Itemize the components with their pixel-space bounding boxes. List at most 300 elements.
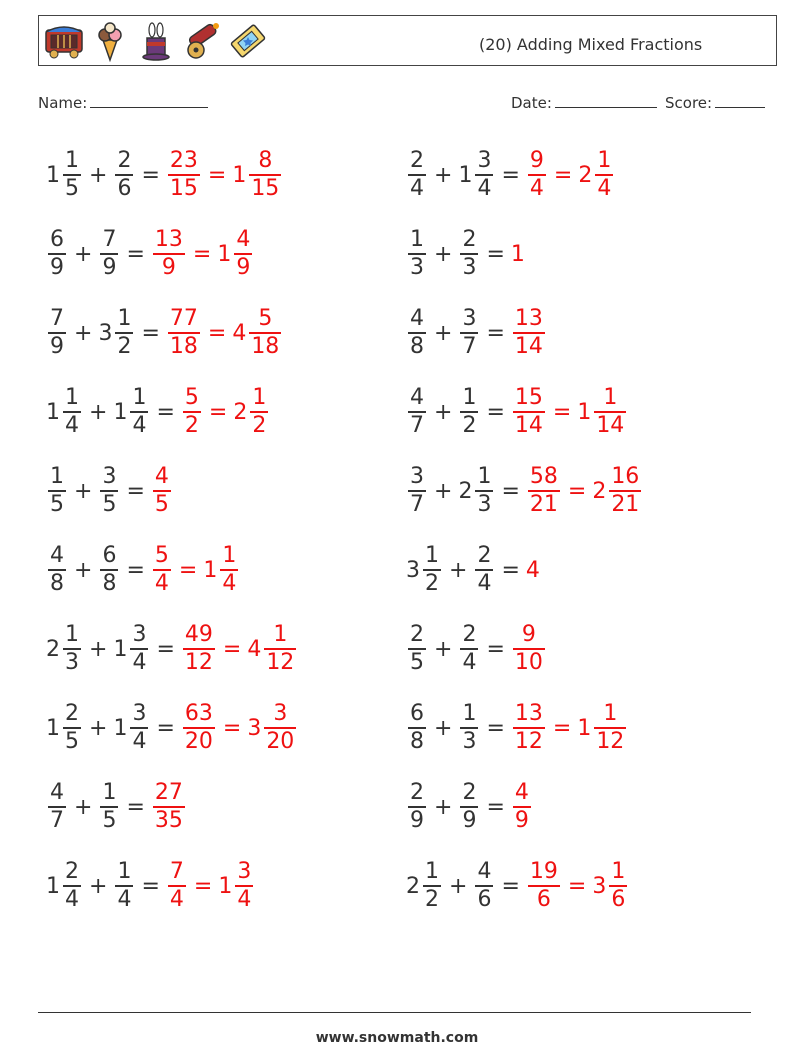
fraction <box>168 307 200 359</box>
equals-sign: = <box>193 873 213 899</box>
ticket-icon <box>227 20 269 62</box>
fraction <box>115 860 133 912</box>
fraction <box>249 307 281 359</box>
mixed-number <box>46 860 83 912</box>
denominator: 15 <box>169 176 198 201</box>
fraction <box>408 307 426 359</box>
denominator: 3 <box>410 255 424 280</box>
numerator: 1 <box>273 622 288 647</box>
answer-value <box>511 623 547 675</box>
equals-sign: = <box>222 636 242 662</box>
denominator: 10 <box>514 650 543 675</box>
problem-item <box>46 143 283 207</box>
fraction <box>408 781 426 833</box>
numerator: 9 <box>521 622 536 647</box>
numerator: 4 <box>514 780 529 805</box>
plus-sign: + <box>434 478 453 504</box>
plus-sign: + <box>434 399 453 425</box>
mixed-number <box>46 544 68 596</box>
numerator: 1 <box>603 385 618 410</box>
fraction <box>63 623 81 675</box>
mixed-number <box>458 781 480 833</box>
header-icons <box>43 20 269 62</box>
problem-item <box>46 617 298 681</box>
denominator: 6 <box>477 887 492 912</box>
whole-part: 1 <box>577 715 592 741</box>
fraction <box>153 544 171 596</box>
denominator: 4 <box>477 571 492 596</box>
problem-item <box>406 143 615 207</box>
equals-sign: = <box>486 399 505 425</box>
answer-value <box>511 386 547 438</box>
denominator: 3 <box>477 492 492 517</box>
denominator: 12 <box>514 729 543 754</box>
date-label: Date: <box>511 94 552 112</box>
fraction <box>153 228 185 280</box>
mixed-number <box>113 702 150 754</box>
numerator: 3 <box>132 701 147 726</box>
fraction <box>48 307 66 359</box>
magic-hat-icon <box>135 20 177 62</box>
numerator: 4 <box>477 859 492 884</box>
answer-value <box>181 386 203 438</box>
fraction <box>235 860 253 912</box>
fraction <box>408 228 426 280</box>
equals-sign: = <box>207 162 227 188</box>
answer-value <box>511 242 526 267</box>
mixed-number <box>406 307 428 359</box>
fraction <box>423 544 441 596</box>
equals-sign: = <box>501 162 520 188</box>
problem-item <box>46 775 187 839</box>
numerator: 1 <box>117 859 132 884</box>
denominator: 12 <box>184 650 213 675</box>
denominator: 5 <box>102 808 117 833</box>
fraction <box>115 149 133 201</box>
ice-cream-icon <box>89 20 131 62</box>
denominator: 4 <box>65 887 79 912</box>
answer-value <box>511 307 547 359</box>
numerator: 2 <box>117 148 132 173</box>
whole-part: 1 <box>113 399 128 425</box>
denominator: 6 <box>611 887 626 912</box>
plus-sign: + <box>434 241 453 267</box>
fraction <box>168 860 186 912</box>
denominator: 8 <box>410 729 424 754</box>
numerator: 1 <box>222 543 237 568</box>
numerator: 23 <box>169 148 198 173</box>
answer-value <box>592 465 643 517</box>
fraction <box>475 149 493 201</box>
denominator: 2 <box>252 413 267 438</box>
denominator: 4 <box>237 887 252 912</box>
answer-value <box>166 307 202 359</box>
mixed-number <box>458 228 480 280</box>
answer-value <box>577 386 628 438</box>
mixed-number <box>406 544 443 596</box>
whole-part: 2 <box>46 636 60 662</box>
fraction <box>513 702 545 754</box>
numerator: 2 <box>410 148 424 173</box>
denominator: 14 <box>596 413 625 438</box>
whole-part: 4 <box>232 320 247 346</box>
denominator: 5 <box>65 176 79 201</box>
mixed-number <box>98 781 120 833</box>
numerator: 1 <box>65 385 79 410</box>
fraction <box>100 465 118 517</box>
equals-sign: = <box>486 794 505 820</box>
equals-sign: = <box>207 320 227 346</box>
answer-value <box>592 860 629 912</box>
whole-part: 1 <box>46 715 60 741</box>
equals-sign: = <box>486 636 505 662</box>
mixed-number <box>46 228 68 280</box>
mixed-number <box>46 702 83 754</box>
fraction <box>48 544 66 596</box>
mixed-number <box>406 228 428 280</box>
answer-value <box>526 860 562 912</box>
denominator: 5 <box>154 492 169 517</box>
cannon-icon <box>181 20 223 62</box>
numerator: 13 <box>514 701 543 726</box>
denominator: 7 <box>50 808 64 833</box>
denominator: 6 <box>117 176 132 201</box>
whole-part: 2 <box>233 399 248 425</box>
numerator: 13 <box>514 306 543 331</box>
answer-value <box>247 702 298 754</box>
plus-sign: + <box>434 162 453 188</box>
denominator: 5 <box>50 492 64 517</box>
denominator: 8 <box>50 571 64 596</box>
answer-value <box>526 558 541 583</box>
mixed-number <box>406 702 428 754</box>
fraction <box>130 702 148 754</box>
equals-sign: = <box>156 636 175 662</box>
denominator: 9 <box>514 808 529 833</box>
numerator: 1 <box>425 859 439 884</box>
numerator: 3 <box>273 701 288 726</box>
problem-item <box>406 854 629 918</box>
denominator: 4 <box>154 571 169 596</box>
score-line[interactable] <box>715 93 765 108</box>
problem-item <box>46 854 255 918</box>
numerator: 1 <box>603 701 618 726</box>
problem-item <box>406 301 547 365</box>
plus-sign: + <box>89 715 108 741</box>
equals-sign: = <box>222 715 242 741</box>
equals-sign: = <box>501 478 520 504</box>
mixed-number <box>406 860 443 912</box>
numerator: 5 <box>154 543 169 568</box>
name-label: Name: <box>38 94 88 112</box>
mixed-number <box>98 307 135 359</box>
denominator: 21 <box>529 492 558 517</box>
fraction <box>168 149 200 201</box>
equals-sign: = <box>501 557 520 583</box>
fraction <box>48 781 66 833</box>
denominator: 4 <box>169 887 184 912</box>
equals-sign: = <box>192 241 212 267</box>
numerator: 7 <box>102 227 117 252</box>
numerator: 3 <box>462 306 477 331</box>
fraction <box>153 465 171 517</box>
numerator: 9 <box>529 148 544 173</box>
fraction <box>220 544 238 596</box>
equals-sign: = <box>126 478 145 504</box>
fraction <box>63 149 81 201</box>
numerator: 4 <box>410 306 424 331</box>
fraction <box>423 860 441 912</box>
fraction <box>63 386 81 438</box>
circus-wagon-icon <box>43 20 85 62</box>
whole-part: 1 <box>577 399 592 425</box>
numerator: 15 <box>514 385 543 410</box>
whole-part: 3 <box>98 320 113 346</box>
denominator: 4 <box>477 176 492 201</box>
numerator: 1 <box>597 148 612 173</box>
equals-sign: = <box>501 873 520 899</box>
problem-item <box>406 775 533 839</box>
numerator: 7 <box>169 859 184 884</box>
answer-value <box>526 465 562 517</box>
equals-sign: = <box>126 241 145 267</box>
fraction <box>513 307 545 359</box>
answer-value <box>247 623 298 675</box>
plus-sign: + <box>74 794 93 820</box>
answer-value <box>151 228 187 280</box>
answer-value <box>166 860 188 912</box>
denominator: 12 <box>596 729 625 754</box>
numerator: 2 <box>477 543 492 568</box>
whole-part: 1 <box>113 715 128 741</box>
fraction <box>408 465 426 517</box>
mixed-number <box>458 149 495 201</box>
plus-sign: + <box>434 715 453 741</box>
mixed-number <box>113 623 150 675</box>
mixed-number <box>473 544 495 596</box>
equals-sign: = <box>486 715 505 741</box>
equals-sign: = <box>552 715 572 741</box>
fraction <box>249 149 281 201</box>
fraction <box>250 386 268 438</box>
numerator: 27 <box>154 780 183 805</box>
fraction <box>63 702 81 754</box>
denominator: 2 <box>425 887 439 912</box>
denominator: 20 <box>266 729 295 754</box>
fraction <box>408 623 426 675</box>
numerator: 5 <box>184 385 199 410</box>
numerator: 3 <box>102 464 117 489</box>
answer-value <box>511 781 533 833</box>
equals-sign: = <box>486 241 505 267</box>
denominator: 4 <box>597 176 612 201</box>
fraction <box>48 465 66 517</box>
numerator: 16 <box>611 464 640 489</box>
answer-value <box>181 702 217 754</box>
whole-part: 1 <box>232 162 247 188</box>
mixed-number <box>406 623 428 675</box>
plus-sign: + <box>449 557 468 583</box>
numerator: 3 <box>237 859 252 884</box>
fraction <box>460 307 478 359</box>
whole-part: 1 <box>46 873 60 899</box>
mixed-number <box>406 149 428 201</box>
denominator: 4 <box>132 413 147 438</box>
fraction <box>460 623 478 675</box>
equals-sign: = <box>553 162 573 188</box>
equals-sign: = <box>126 557 145 583</box>
whole-part: 3 <box>592 873 607 899</box>
numerator: 58 <box>529 464 558 489</box>
problem-item <box>406 459 643 523</box>
whole-part: 1 <box>218 873 233 899</box>
denominator: 9 <box>161 255 176 280</box>
fraction <box>130 623 148 675</box>
whole-part: 1 <box>458 162 473 188</box>
fraction <box>183 623 215 675</box>
whole-part: 4 <box>247 636 262 662</box>
denominator: 4 <box>410 176 424 201</box>
fraction <box>460 386 478 438</box>
denominator: 3 <box>462 729 477 754</box>
fraction <box>234 228 252 280</box>
whole-part: 2 <box>592 478 607 504</box>
fraction <box>475 860 493 912</box>
numerator: 49 <box>184 622 213 647</box>
equals-sign: = <box>567 478 587 504</box>
fraction <box>609 465 641 517</box>
denominator: 4 <box>132 729 147 754</box>
denominator: 8 <box>410 334 424 359</box>
mixed-number <box>458 386 480 438</box>
footer-url: www.snowmath.com <box>315 1030 479 1046</box>
numerator: 8 <box>258 148 273 173</box>
score-field <box>665 93 765 112</box>
fraction <box>130 386 148 438</box>
numerator: 5 <box>258 306 273 331</box>
mixed-number <box>113 860 135 912</box>
numerator: 1 <box>252 385 267 410</box>
denominator: 9 <box>50 255 64 280</box>
equals-sign: = <box>156 715 175 741</box>
numerator: 7 <box>50 306 64 331</box>
date-line[interactable] <box>555 93 657 108</box>
plus-sign: + <box>74 478 93 504</box>
whole-part: 1 <box>46 399 60 425</box>
numerator: 2 <box>410 622 424 647</box>
denominator: 6 <box>536 887 551 912</box>
denominator: 5 <box>65 729 79 754</box>
denominator: 5 <box>102 492 117 517</box>
answer-value <box>232 149 283 201</box>
denominator: 8 <box>102 571 117 596</box>
plus-sign: + <box>89 636 108 662</box>
fraction <box>595 149 613 201</box>
numerator: 1 <box>425 543 439 568</box>
numerator: 2 <box>462 622 477 647</box>
fraction <box>153 781 185 833</box>
plus-sign: + <box>434 636 453 662</box>
numerator: 4 <box>50 543 64 568</box>
fraction <box>609 860 627 912</box>
denominator: 9 <box>462 808 477 833</box>
mixed-number <box>46 307 68 359</box>
whole-part: 2 <box>578 162 593 188</box>
mixed-number <box>406 465 428 517</box>
numerator: 63 <box>184 701 213 726</box>
mixed-number <box>113 149 135 201</box>
fraction <box>408 149 426 201</box>
plus-sign: + <box>449 873 468 899</box>
numerator: 2 <box>462 780 477 805</box>
denominator: 14 <box>514 334 543 359</box>
numerator: 3 <box>477 148 492 173</box>
answer-value <box>233 386 270 438</box>
denominator: 9 <box>102 255 117 280</box>
numerator: 4 <box>154 464 169 489</box>
denominator: 35 <box>154 808 183 833</box>
fraction <box>408 702 426 754</box>
whole-part: 3 <box>406 557 420 583</box>
denominator: 4 <box>462 650 477 675</box>
numerator: 4 <box>410 385 424 410</box>
whole-part: 1 <box>217 241 232 267</box>
answer-value <box>526 149 548 201</box>
numerator: 1 <box>462 701 477 726</box>
whole-part: 1 <box>113 636 128 662</box>
name-line[interactable] <box>90 93 208 108</box>
plus-sign: + <box>434 320 453 346</box>
denominator: 4 <box>529 176 544 201</box>
mixed-number <box>46 623 83 675</box>
denominator: 7 <box>410 492 424 517</box>
numerator: 2 <box>462 227 477 252</box>
fraction <box>264 623 296 675</box>
answer-value <box>151 544 173 596</box>
numerator: 1 <box>117 306 132 331</box>
fraction <box>460 228 478 280</box>
numerator: 1 <box>132 385 147 410</box>
numerator: 4 <box>236 227 251 252</box>
whole-part: 1 <box>510 241 525 267</box>
problem-item <box>46 459 173 523</box>
equals-sign: = <box>486 320 505 346</box>
mixed-number <box>406 781 428 833</box>
fraction <box>528 860 560 912</box>
plus-sign: + <box>74 557 93 583</box>
fraction <box>63 860 81 912</box>
equals-sign: = <box>141 873 160 899</box>
worksheet-header <box>38 15 777 66</box>
numerator: 1 <box>462 385 477 410</box>
numerator: 3 <box>132 622 147 647</box>
fraction <box>183 386 201 438</box>
denominator: 4 <box>117 887 132 912</box>
worksheet-title: (20) Adding Mixed Fractions <box>479 35 703 54</box>
mixed-number <box>46 149 83 201</box>
plus-sign: + <box>89 873 108 899</box>
whole-part: 2 <box>406 873 420 899</box>
denominator: 12 <box>266 650 295 675</box>
denominator: 9 <box>410 808 424 833</box>
fraction <box>264 702 296 754</box>
numerator: 1 <box>477 464 492 489</box>
fraction <box>513 386 545 438</box>
fraction <box>100 228 118 280</box>
problem-item <box>46 222 254 286</box>
fraction <box>475 465 493 517</box>
denominator: 7 <box>410 413 424 438</box>
